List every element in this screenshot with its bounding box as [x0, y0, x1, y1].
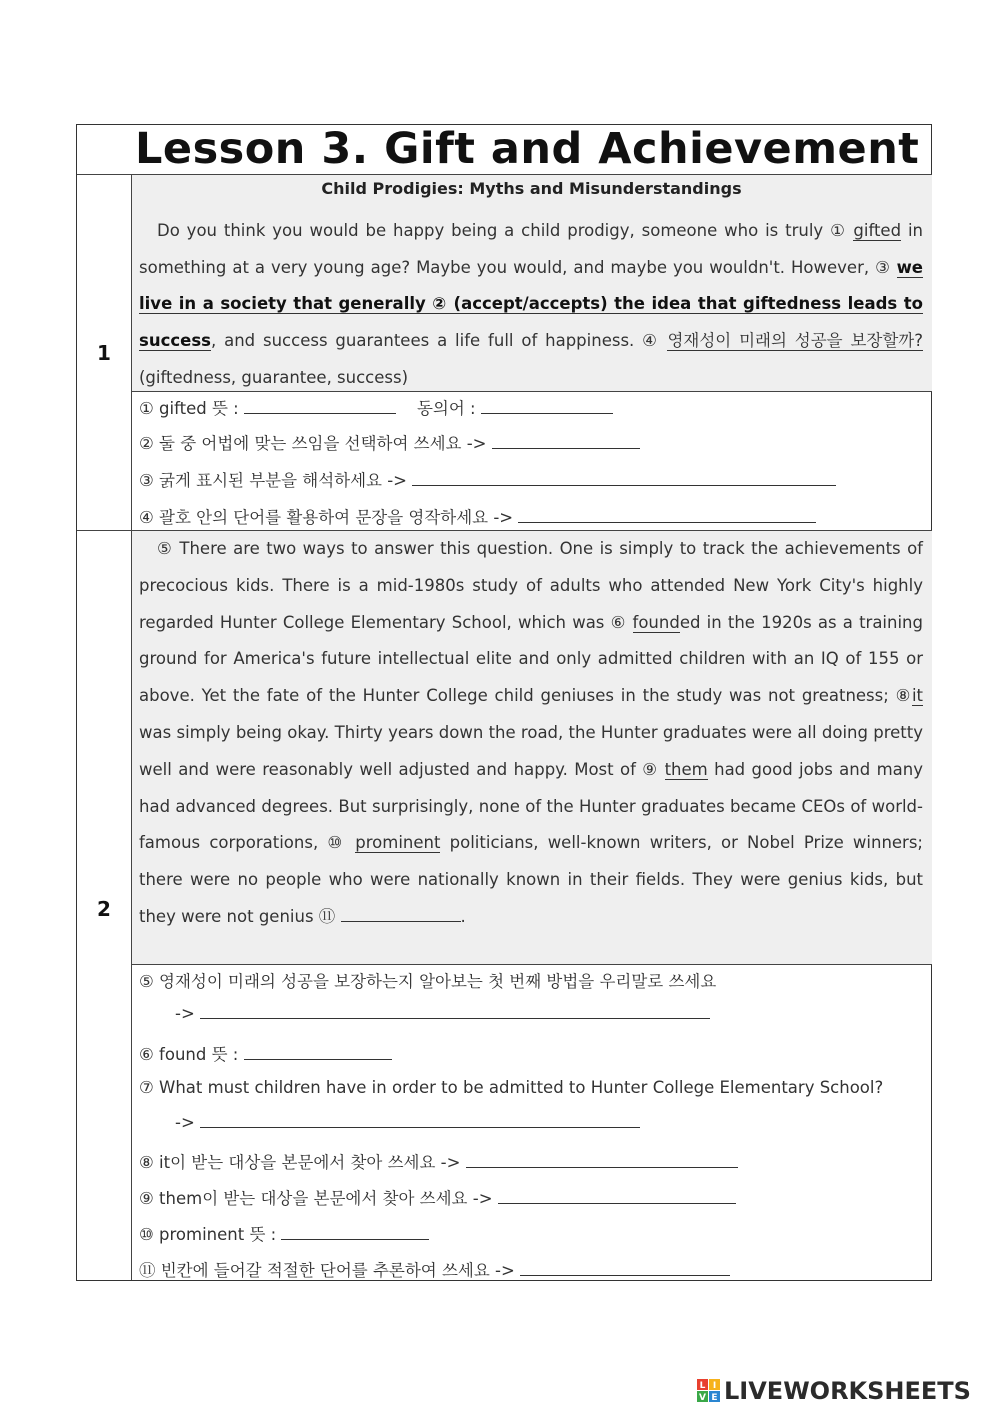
question-9: ⑨ them이 받는 대상을 본문에서 찾아 쓰세요 ->: [139, 1185, 929, 1209]
logo-letter: E: [711, 1393, 718, 1403]
question-5: ⑤ 영재성이 미래의 성공을 보장하는지 알아보는 첫 번째 방법을 우리말로 쓰세요: [139, 972, 717, 991]
question-11: ⑪ 빈칸에 들어갈 적절한 단어를 추론하여 쓰세요 ->: [139, 1257, 929, 1281]
answer-blank[interactable]: [481, 399, 613, 414]
passage-2-text: ⑤ There are two ways to answer this question. One is simply to track the achievements of precocious kids. There is a mid-1980s study of adults who attended New York City's highly regarded Hunter College Elementary School, which was ⑥ founded in the 1920s as a training ground for America's future intellectual elite and only admitted children with an IQ of 155 or above. Yet the fate of the Hunter College child geniuses in the study was not greatness; ⑧it was simply being okay. Thirty years down the road, the Hunter graduates were all doing pretty well and were reasonably well adjusted and happy. Most of ⑨ them had good jobs and many had advanced degrees. But surprisingly, none of the Hunter graduates became CEOs of world-famous corporations, ⑩ prominent politicians, well-known writers, or Nobel Prize winners; there were no people who were nationally known in their fields. They were genius kids, but they were not genius ⑪ .: [139, 539, 923, 926]
passage-1-text: Do you think you would be happy being a child prodigy, someone who is truly ① gifted in something at a very young age? Maybe you would, and maybe you wouldn't. However, ③ we live in a society that generally ② (accept/accepts) the idea that giftedness leads to success, and success guarantees a life full of happiness. ④ 영재성이 미래의 성공을 보장할까? (giftedness, guarantee, success): [139, 221, 923, 387]
logo-mark-icon: [696, 1376, 722, 1406]
question-10: ⑩ prominent 뜻 :: [139, 1221, 929, 1245]
word-gifted: gifted: [853, 221, 902, 240]
answer-blank[interactable]: [281, 1225, 429, 1240]
question-7-answer: ->: [175, 1113, 965, 1132]
answer-blank[interactable]: [466, 1153, 738, 1168]
bold-sentence: we live in a society that generally ② (accept/accepts) the idea that giftedness leads to success: [139, 257, 923, 351]
question-7: ⑦ What must children have in order to be admitted to Hunter College Elementary School?: [139, 1078, 884, 1097]
korean-prompt: 영재성이 미래의 성공을 보장할까?: [667, 331, 923, 351]
logo-letter: V: [699, 1393, 706, 1403]
column-divider: [131, 174, 132, 1280]
question-3: ③ 굵게 표시된 부분을 해석하세요 ->: [139, 467, 929, 491]
answer-blank[interactable]: [520, 1261, 730, 1276]
answer-blank[interactable]: [244, 1045, 392, 1060]
row-divider: [77, 174, 932, 175]
logo-letter: L: [699, 1381, 706, 1391]
word-found: found: [632, 612, 680, 632]
question-1: ① gifted 뜻 : 동의어 :: [139, 395, 929, 419]
question-5-answer: ->: [175, 1004, 965, 1023]
word-it: it: [911, 686, 923, 706]
row-divider: [131, 964, 932, 965]
answer-blank[interactable]: [200, 1004, 710, 1019]
worksheet-table: [76, 124, 932, 1281]
answer-blank[interactable]: [244, 399, 396, 414]
passage-heading: Child Prodigies: Myths and Misunderstandings: [321, 179, 742, 198]
answer-blank[interactable]: [492, 434, 640, 449]
answer-blank[interactable]: [200, 1113, 640, 1128]
liveworksheets-logo: [696, 1376, 996, 1406]
section-number-1: 1: [97, 341, 111, 365]
question-2: ② 둘 중 어법에 맞는 쓰임을 선택하여 쓰세요 ->: [139, 430, 929, 454]
passage-blank[interactable]: [341, 907, 461, 922]
answer-blank[interactable]: [412, 471, 836, 486]
logo-letter: I: [712, 1381, 717, 1391]
word-prominent: prominent: [355, 833, 441, 853]
word-them: them: [664, 759, 708, 779]
answer-blank[interactable]: [498, 1189, 736, 1204]
lesson-title: Lesson 3. Gift and Achievement: [135, 124, 920, 174]
brand-name: LIVEWORKSHEETS: [724, 1377, 971, 1405]
question-8: ⑧ it이 받는 대상을 본문에서 찾아 쓰세요 ->: [139, 1149, 929, 1173]
section-number-2: 2: [97, 897, 111, 921]
question-6: ⑥ found 뜻 :: [139, 1041, 929, 1065]
question-4: ④ 괄호 안의 단어를 활용하여 문장을 영작하세요 ->: [139, 504, 929, 528]
answer-blank[interactable]: [518, 508, 816, 523]
